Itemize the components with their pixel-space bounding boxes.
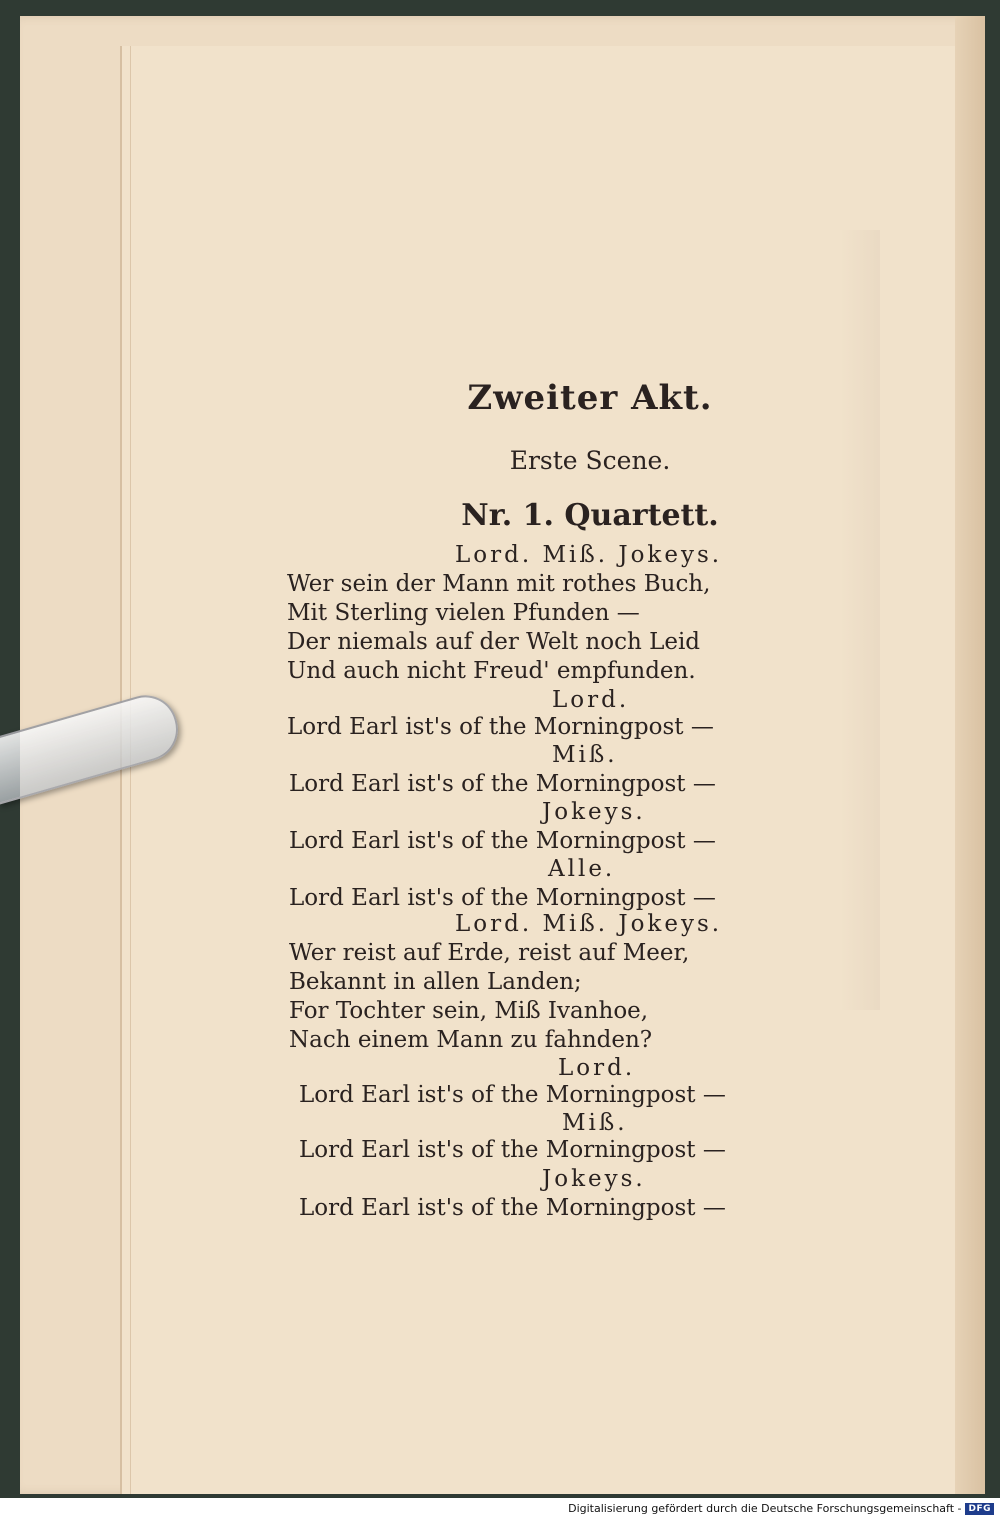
verse-line: Bekannt in allen Landen; bbox=[289, 969, 582, 995]
verse-line: Der niemals auf der Welt noch Leid bbox=[287, 629, 701, 655]
act-title: Zweiter Akt. bbox=[467, 378, 713, 418]
speaker-line: Jokeys. bbox=[542, 799, 646, 825]
verse-line: Lord Earl ist's of the Morningpost — bbox=[289, 771, 716, 797]
speaker-line: Lord. bbox=[552, 687, 630, 713]
speaker-line: Lord. Miß. Jokeys. bbox=[455, 911, 723, 937]
verse-line: Lord Earl ist's of the Morningpost — bbox=[299, 1082, 726, 1108]
speaker-line: Lord. Miß. Jokeys. bbox=[455, 542, 723, 568]
speaker-line: Miß. bbox=[552, 742, 618, 768]
speaker-line: Lord. bbox=[558, 1055, 636, 1081]
show-through bbox=[840, 230, 880, 1010]
verse-line: Lord Earl ist's of the Morningpost — bbox=[289, 828, 716, 854]
page-edge bbox=[955, 16, 985, 1494]
verse-line: Mit Sterling vielen Pfunden — bbox=[287, 600, 640, 626]
dfg-logo: DFG bbox=[965, 1503, 994, 1515]
verse-line: Und auch nicht Freud' empfunden. bbox=[287, 658, 696, 684]
verse-line: Lord Earl ist's of the Morningpost — bbox=[287, 714, 714, 740]
number-title: Nr. 1. Quartett. bbox=[461, 498, 719, 533]
verse-line: For Tochter sein, Miß Ivanhoe, bbox=[289, 998, 649, 1024]
verse-line: Lord Earl ist's of the Morningpost — bbox=[299, 1137, 726, 1163]
speaker-line: Alle. bbox=[548, 856, 616, 882]
verse-line: Lord Earl ist's of the Morningpost — bbox=[289, 885, 716, 911]
verse-line: Wer reist auf Erde, reist auf Meer, bbox=[289, 940, 690, 966]
verse-line: Lord Earl ist's of the Morningpost — bbox=[299, 1195, 726, 1221]
footer-credit bbox=[568, 1502, 994, 1515]
speaker-line: Miß. bbox=[562, 1110, 628, 1136]
verse-line: Wer sein der Mann mit rothes Buch, bbox=[287, 571, 711, 597]
scene-title: Erste Scene. bbox=[509, 446, 671, 475]
verse-line: Nach einem Mann zu fahnden? bbox=[289, 1027, 653, 1053]
speaker-line: Jokeys. bbox=[542, 1166, 646, 1192]
footer-text: Digitalisierung gefördert durch die Deutsche Forschungsgemeinschaft - bbox=[568, 1502, 962, 1515]
